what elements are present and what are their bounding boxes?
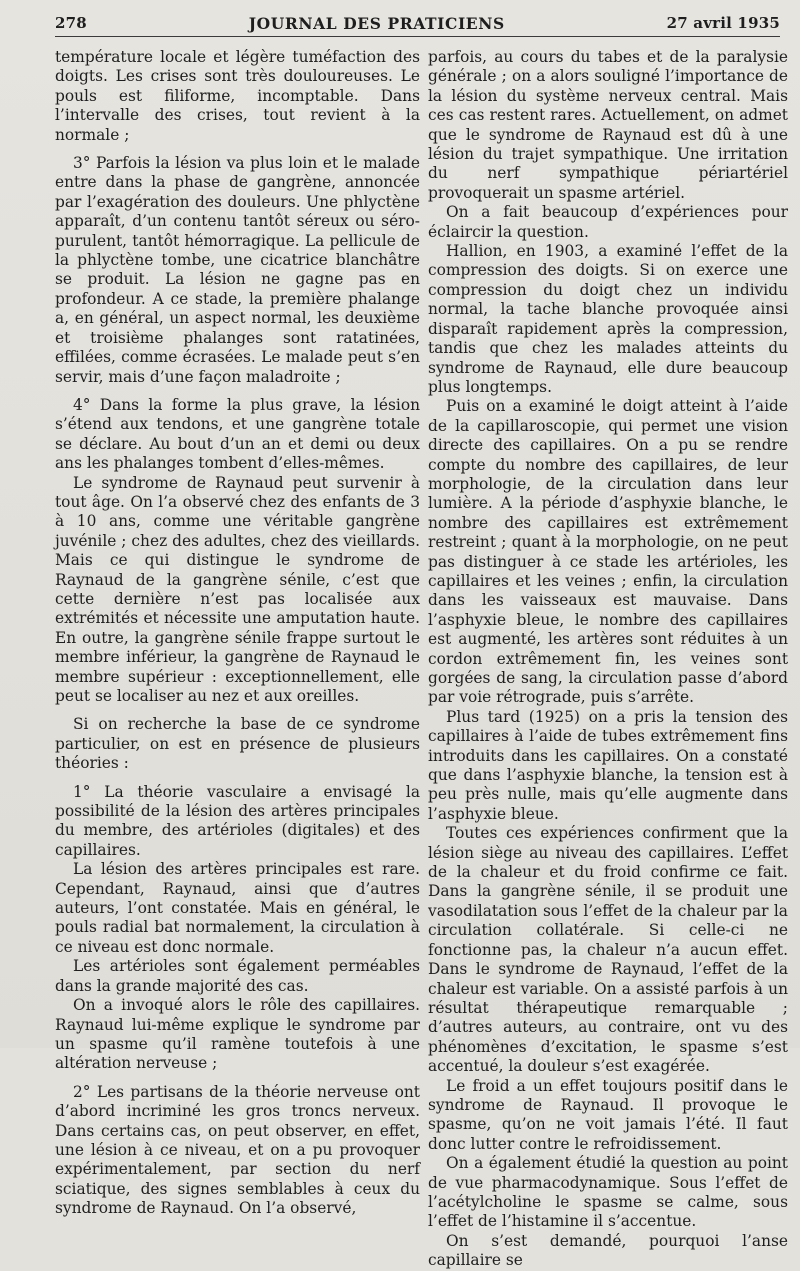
paragraph: Puis on a examiné le doigt atteint à l’aide de la capillaroscopie, qui permet une vision directe des capillaires. On a pu se rendre compte du nombre des capillaires, de leur morphologie, de la circulation dans leur lumière. A la période d’asphyxie blanche, le nombre des capillaires est extrêmement restreint ; quant à la morphologie, on ne peut pas distinguer à ce stade les artérioles, les capillaires et les veines ; enfin, la circulation dans les vaisseaux est mauvaise. Dans l’asphyxie bleue, le nombre des capillaires est augmenté, les artères sont réduites à un cordon extrêmement fin, les veines sont gorgées de sang, la circulation passe d’abord par voie rétrograde, puis s’arrête.	[428, 397, 788, 707]
paragraph: La lésion des artères principales est rare. Cependant, Raynaud, ainsi que d’autres auteurs, l’ont constatée. Mais en général, le pouls radial bat normalement, la circulation à ce niveau est donc normale.	[55, 860, 420, 956]
paragraph: 4° Dans la forme la plus grave, la lésion s’étend aux tendons, et une gangrène totale se déclare. Au bout d’un an et demi ou deux ans les phalanges tombent d’elles-mêmes.	[55, 395, 420, 473]
running-header	[55, 10, 780, 37]
paragraph: Le froid a un effet toujours positif dans le syndrome de Raynaud. Il provoque le spasme, qu’on ne voit jamais l’été. Il faut donc lutter contre le refroidissement.	[428, 1076, 788, 1153]
paragraph: Les artérioles sont également perméables dans la grande majorité des cas.	[55, 957, 420, 995]
issue-date: 27 avril 1935	[666, 14, 780, 32]
paragraph: On a fait beaucoup d’expériences pour éclaircir la question.	[428, 203, 788, 241]
paragraph: Le syndrome de Raynaud peut survenir à tout âge. On l’a observé chez des enfants de 3 à 10 ans, comme une véritable gangrène juvénile ; chez des adultes, chez des vieillards. Mais ce qui distingue le syndrome de Raynaud de la gangrène sénile, c’est que cette dernière n’est pas localisée aux extrémités et nécessite une amputation haute. En outre, la gangrène sénile frappe surtout le membre inférieur, la gangrène de Raynaud le membre supérieur : exceptionnellement, elle peut se localiser au nez et aux oreilles.	[55, 473, 420, 705]
paragraph: Plus tard (1925) on a pris la tension des capillaires à l’aide de tubes extrêmement fins introduits dans les capillaires. On a constaté que dans l’asphyxie blanche, la tension est à peu près nulle, mais qu’elle augmente dans l’asphyxie bleue.	[428, 707, 788, 823]
paragraph: Si on recherche la base de ce syndrome particulier, on est en présence de plusieurs théories :	[55, 715, 420, 773]
paragraph: parfois, au cours du tabes et de la paralysie générale ; on a alors souligné l’importance de la lésion du système nerveux central. Mais ces cas restent rares. Actuellement, on admet que le syndrome de Raynaud est dû à une lésion du trajet sympathique. Une irritation du nerf sympathique périartériel provoquerait un spasme artériel.	[428, 48, 788, 202]
paragraph: On a invoqué alors le rôle des capillaires. Raynaud lui-même explique le syndrome par un spasme qu’il ramène toutefois à une altération nerveuse ;	[55, 996, 420, 1073]
paragraph: Hallion, en 1903, a examiné l’effet de la compression des doigts. Si on exerce une compression du doigt chez un individu normal, la tache blanche provoquée ainsi disparaît rapidement après la compression, tandis que chez les malades atteints du syndrome de Raynaud, elle dure beaucoup plus longtemps.	[428, 242, 788, 396]
page-number: 278	[55, 14, 87, 32]
right-column	[428, 48, 788, 1270]
paragraph: On a également étudié la question au point de vue pharmacodynamique. Sous l’effet de l’acétylcholine le spasme se calme, sous l’effet de l’histamine il s’accentue.	[428, 1154, 788, 1231]
paragraph: 2° Les partisans de la théorie nerveuse ont d’abord incriminé les gros troncs nerveux. Dans certains cas, on peut observer, en effet, une lésion à ce niveau, et on a pu provoquer expérimentalement, par section du nerf sciatique, des signes semblables à ceux du syndrome de Raynaud. On l’a observé,	[55, 1082, 420, 1218]
paragraph: 1° La théorie vasculaire a envisagé la possibilité de la lésion des artères principales du membre, des artérioles (digitales) et des capillaires.	[55, 782, 420, 859]
journal-title: JOURNAL DES PRATICIENS	[248, 13, 505, 33]
paragraph: 3° Parfois la lésion va plus loin et le malade entre dans la phase de gangrène, annoncée par l’exagération des douleurs. Une phlyctène apparaît, d’un contenu tantôt séreux ou séro-purulent, tantôt hémorragique. La pellicule de la phlyctène tombe, une cicatrice blanchâtre se produit. La lésion ne gagne pas en profondeur. A ce stade, la première phalange a, en général, un aspect normal, les deuxième et troisième phalanges sont ratatinées, effilées, comme écrasées. Le malade peut s’en servir, mais d’une façon maladroite ;	[55, 154, 420, 386]
paragraph: température locale et légère tuméfaction des doigts. Les crises sont très douloureuses. Le pouls est filiforme, incomptable. Dans l’intervalle des crises, tout revient à la normale ;	[55, 48, 420, 144]
left-column	[55, 48, 420, 1218]
paragraph: On s’est demandé, pourquoi l’anse capillaire se	[428, 1231, 788, 1270]
paragraph: Toutes ces expériences confirment que la lésion siège au niveau des capillaires. L’effet de la chaleur et du froid confirme ce fait. Dans la gangrène sénile, il se produit une vasodilatation sous l’effet de la chaleur par la circulation collatérale. Si celle-ci ne fonctionne pas, la chaleur n’a aucun effet. Dans le syndrome de Raynaud, l’effet de la chaleur est variable. On a assisté parfois à un résultat thérapeutique remarquable ; d’autres auteurs, au contraire, ont vu des phénomènes d’excitation, le spasme s’est accentué, la douleur s’est exagérée.	[428, 824, 788, 1076]
